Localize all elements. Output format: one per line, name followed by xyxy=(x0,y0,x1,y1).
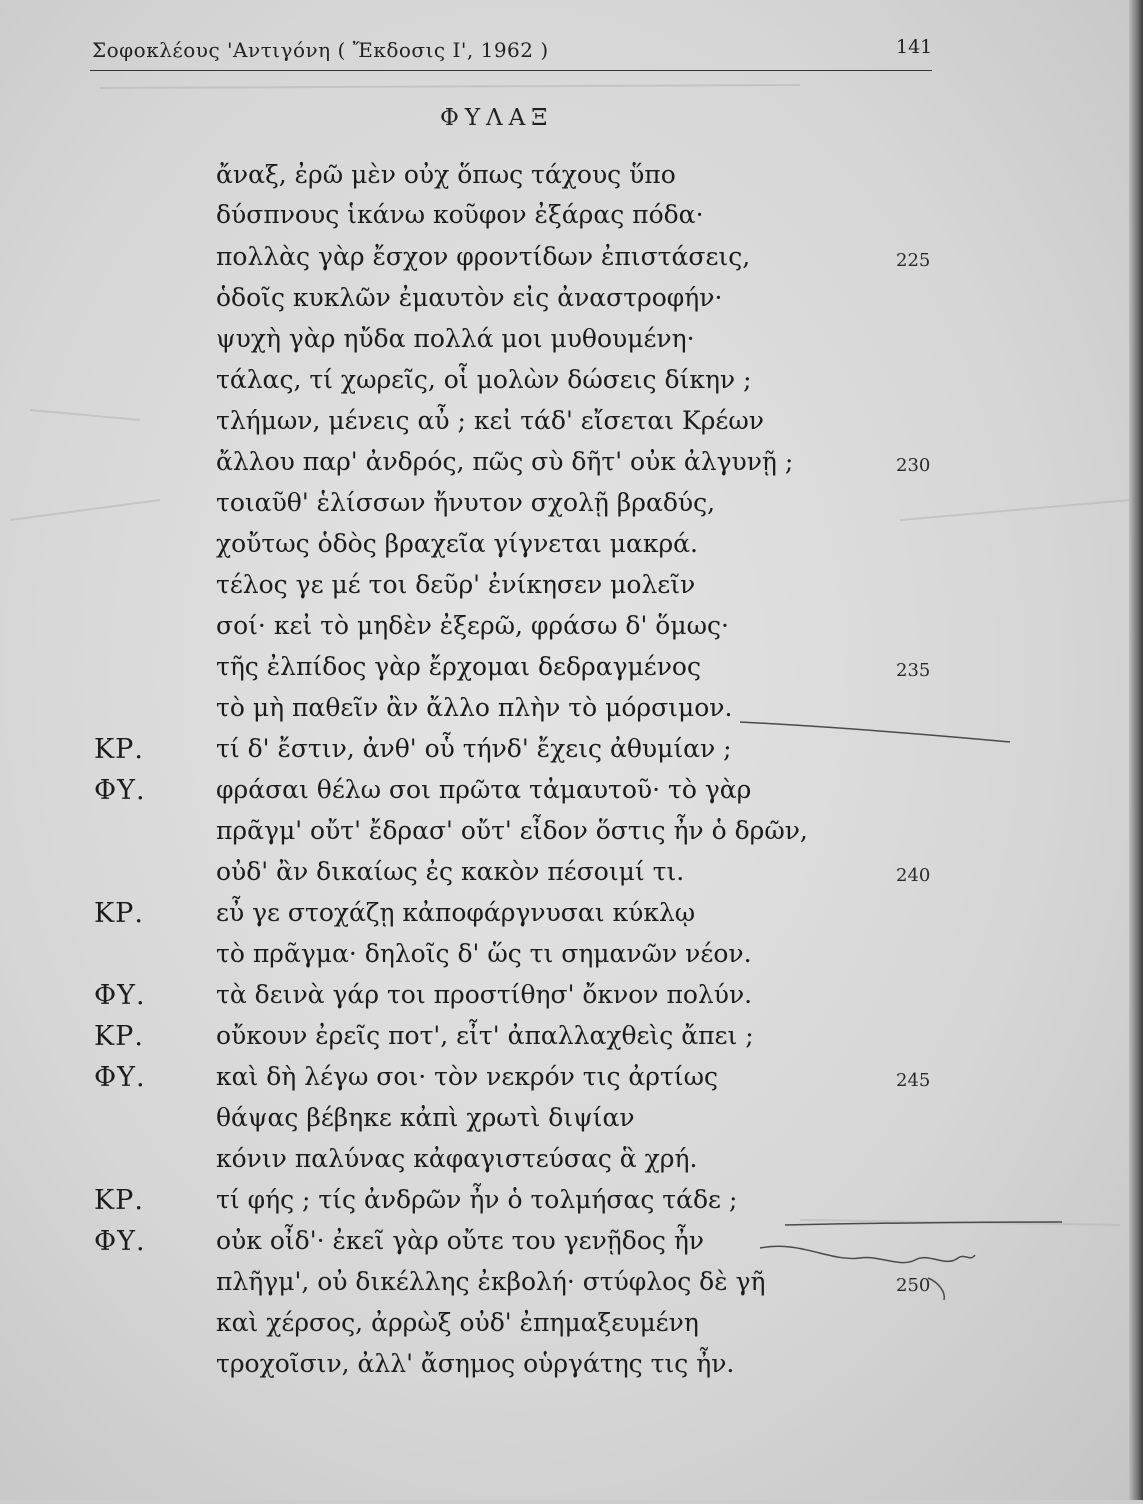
verse-text: δύσπνους ἱκάνω κοῦφον ἐξάρας πόδα· xyxy=(216,200,704,229)
verse-text: ἄναξ, ἐρῶ μὲν οὐχ ὅπως τάχους ὕπο xyxy=(216,160,676,189)
verse-text: σοί· κεἰ τὸ μηδὲν ἐξερῶ, φράσω δ' ὅμως· xyxy=(216,611,729,640)
verse-line xyxy=(0,1103,1143,1147)
verse-text: εὖ γε στοχάζῃ κἀποφάργνυσαι κύκλῳ xyxy=(216,898,696,927)
verse-text: τῆς ἐλπίδος γὰρ ἔρχομαι δεδραγμένος xyxy=(216,652,701,681)
verse-text: τροχοῖσιν, ἀλλ' ἄσημος οὑργάτης τις ἦν. xyxy=(216,1349,735,1378)
verse-line xyxy=(0,1308,1143,1352)
verse-text: ὁδοῖς κυκλῶν ἐμαυτὸν εἰς ἀναστροφήν· xyxy=(216,283,723,312)
speaker-heading: ΦΥΛΑΞ xyxy=(440,105,554,131)
verse-line xyxy=(0,1144,1143,1188)
verse-line xyxy=(0,324,1143,368)
header-rule xyxy=(90,70,932,71)
verse-line xyxy=(0,734,1143,778)
verse-line xyxy=(0,529,1143,573)
line-number: 230 xyxy=(896,455,931,476)
speaker-label: ΦΥ. xyxy=(94,1226,146,1257)
speaker-label: ΚΡ. xyxy=(94,1021,144,1052)
verse-line xyxy=(0,939,1143,983)
verse-text: τάλας, τί χωρεῖς, οἷ μολὼν δώσεις δίκην ; xyxy=(216,365,752,394)
running-head: Σοφοκλέους 'Αντιγόνη ( Ἔκδοσις Ι', 1962 ) xyxy=(92,38,549,62)
speaker-label: ΚΡ. xyxy=(94,734,144,765)
verse-line xyxy=(0,488,1143,532)
verse-line xyxy=(0,283,1143,327)
page-edge-shadow xyxy=(1129,0,1143,1500)
verse-line xyxy=(0,980,1143,1024)
line-number: 225 xyxy=(896,250,931,271)
verse-line xyxy=(0,242,1143,286)
line-number: 250 xyxy=(896,1275,931,1296)
verse-text: τλήμων, μένεις αὖ ; κεἰ τάδ' εἴσεται Κρέων xyxy=(216,406,764,435)
verse-text: οὐκ οἶδ'· ἐκεῖ γὰρ οὔτε του γενῇδος ἦν xyxy=(216,1226,705,1255)
verse-line xyxy=(0,1226,1143,1270)
speaker-label: ΦΥ. xyxy=(94,980,146,1011)
verse-line xyxy=(0,1021,1143,1065)
verse-line xyxy=(0,693,1143,737)
verse-line xyxy=(0,611,1143,655)
verse-line xyxy=(0,1185,1143,1229)
verse-text: καὶ δὴ λέγω σοι· τὸν νεκρόν τις ἀρτίως xyxy=(216,1062,718,1091)
verse-text: ψυχὴ γὰρ ηὔδα πολλά μοι μυθουμένη· xyxy=(216,324,695,353)
verse-text: τί δ' ἔστιν, ἀνθ' οὗ τήνδ' ἔχεις ἀθυμίαν ; xyxy=(216,734,732,763)
verse-line xyxy=(0,447,1143,491)
verse-text: τὸ μὴ παθεῖν ἂν ἄλλο πλὴν τὸ μόρσιμον. xyxy=(216,693,733,722)
verse-text: πλῆγμ', οὐ δικέλλης ἐκβολή· στύφλος δὲ γῆ xyxy=(216,1267,766,1296)
verse-text: τί φής ; τίς ἀνδρῶν ἦν ὁ τολμήσας τάδε ; xyxy=(216,1185,738,1214)
verse-line xyxy=(0,1062,1143,1106)
verse-line xyxy=(0,570,1143,614)
line-number: 235 xyxy=(896,660,931,681)
verse-text: πολλὰς γὰρ ἔσχον φροντίδων ἐπιστάσεις, xyxy=(216,242,751,271)
verse-line xyxy=(0,406,1143,450)
verse-text: τέλος γε μέ τοι δεῦρ' ἐνίκησεν μολεῖν xyxy=(216,570,696,599)
speaker-label: ΦΥ. xyxy=(94,1062,146,1093)
verse-line xyxy=(0,1267,1143,1311)
verse-text: τοιαῦθ' ἑλίσσων ἤνυτον σχολῇ βραδύς, xyxy=(216,488,716,517)
verse-line xyxy=(0,652,1143,696)
page-number: 141 xyxy=(896,36,933,58)
verse-text: κόνιν παλύνας κἀφαγιστεύσας ἃ χρή. xyxy=(216,1144,698,1173)
verse-line xyxy=(0,775,1143,819)
speaker-label: ΦΥ. xyxy=(94,775,146,806)
verse-text: οὔκουν ἐρεῖς ποτ', εἶτ' ἀπαλλαχθεὶς ἄπει ; xyxy=(216,1021,754,1050)
verse-line xyxy=(0,160,1143,204)
verse-text: χοὔτως ὁδὸς βραχεῖα γίγνεται μακρά. xyxy=(216,529,699,558)
verse-text: τὰ δεινὰ γάρ τοι προστίθησ' ὄκνον πολύν. xyxy=(216,980,753,1009)
verse-text: πρᾶγμ' οὔτ' ἔδρασ' οὔτ' εἶδον ὅστις ἦν ὁ δρῶν, xyxy=(216,816,808,845)
speaker-label: ΚΡ. xyxy=(94,1185,144,1216)
verse-text: ἄλλου παρ' ἀνδρός, πῶς σὺ δῆτ' οὐκ ἀλγυνῇ ; xyxy=(216,447,794,476)
verse-text: οὐδ' ἂν δικαίως ἐς κακὸν πέσοιμί τι. xyxy=(216,857,685,886)
verse-text: τὸ πρᾶγμα· δηλοῖς δ' ὥς τι σημανῶν νέον. xyxy=(216,939,752,968)
line-number: 245 xyxy=(896,1070,931,1091)
verse-line xyxy=(0,898,1143,942)
verse-line xyxy=(0,365,1143,409)
verse-line xyxy=(0,816,1143,860)
verse-text: καὶ χέρσος, ἀρρὼξ οὐδ' ἐπημαξευμένη xyxy=(216,1308,699,1337)
verse-line xyxy=(0,200,1143,244)
verse-text: θάψας βέβηκε κἀπὶ χρωτὶ διψίαν xyxy=(216,1103,635,1132)
line-number: 240 xyxy=(896,865,931,886)
speaker-label: ΚΡ. xyxy=(94,898,144,929)
verse-text: φράσαι θέλω σοι πρῶτα τἀμαυτοῦ· τὸ γὰρ xyxy=(216,775,752,804)
verse-line xyxy=(0,857,1143,901)
verse-line xyxy=(0,1349,1143,1393)
